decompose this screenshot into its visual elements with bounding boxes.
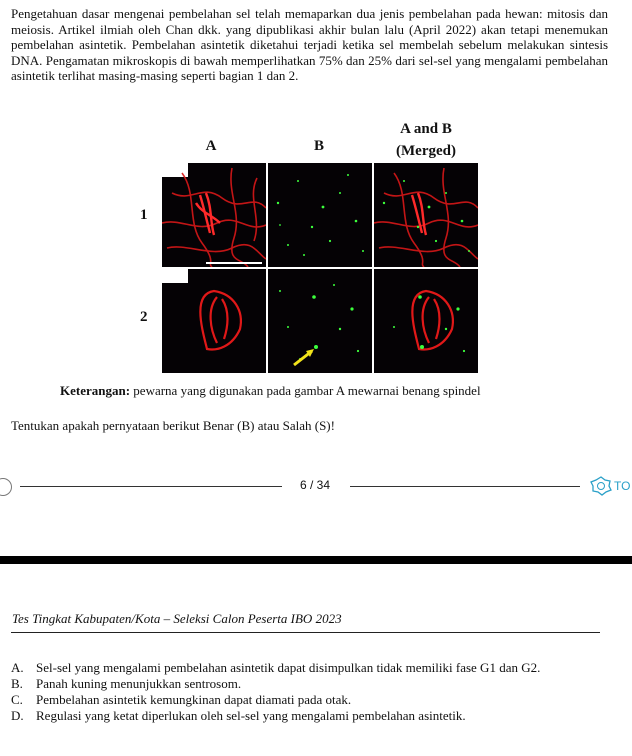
row-label-1: 1: [140, 207, 148, 223]
micrograph-1-merged: [374, 163, 478, 267]
scale-bar: [206, 262, 262, 264]
option-letter: B.: [11, 676, 23, 691]
micrograph-2a-spindle: [162, 269, 266, 373]
column-label-merged-line2: (Merged): [396, 143, 456, 159]
option-letter: C.: [11, 692, 23, 707]
option-letter: D.: [11, 708, 24, 723]
footer-divider-right: [350, 486, 580, 487]
row-label-2: 2: [140, 309, 148, 325]
option-item: [11, 692, 611, 708]
option-item: [11, 660, 611, 676]
figure-caption: [60, 383, 481, 399]
option-item: [11, 708, 611, 724]
question-instruction: Tentukan apakah pernyataan berikut Benar (B) atau Salah (S)!: [11, 418, 335, 433]
answer-options: [11, 660, 611, 724]
column-label-merged-line1: A and B: [400, 121, 452, 137]
micrograph-1b-dots: [268, 163, 372, 267]
option-text: Panah kuning menunjukkan sentrosom.: [36, 676, 242, 691]
intro-paragraph: Pengetahuan dasar mengenai pembelahan sel telah memaparkan dua jenis pembelahan pada hewan: mitosis dan meiosis. Artikel ilmiah oleh Chan dkk. yang dipublikasi akhir bulan lalu (April 2022) akan tetapi menemukan pembelahan asintetik. Pembelahan asintetik diketahui terjadi ketika sel membelah sebelum melakukan sintesis DNA. Pengamatan mikroskopis di bawah memperlihatkan 75% dan 25% dari sel-sel yang mengalami pembelahan asintetik terlihat masing-masing seperti bagian 1 dan 2.: [11, 6, 608, 83]
caption-label: Keterangan:: [60, 383, 131, 398]
logo-icon: [0, 478, 12, 496]
option-text: Sel-sel yang mengalami pembelahan asintetik dapat disimpulkan tidak memiliki fase G1 dan G2.: [36, 660, 541, 675]
micrograph-1a-spindle: [162, 163, 266, 267]
scale-label-box: [162, 269, 188, 283]
column-label-b: B: [313, 138, 324, 154]
option-text: Regulasi yang ketat diperlukan oleh sel-sel yang mengalami pembelahan asintetik.: [36, 708, 466, 723]
footer-divider-left: [20, 486, 282, 487]
micrograph-2-merged: [374, 269, 478, 373]
header-divider: [11, 632, 600, 633]
column-label-a: A: [205, 138, 217, 154]
page-break-bar: [0, 556, 632, 564]
logo-text: TO: [614, 479, 631, 493]
option-text: Pembelahan asintetik kemungkinan dapat diamati pada otak.: [36, 692, 352, 707]
option-letter: A.: [11, 660, 24, 675]
olympiad-logo-icon: [590, 476, 612, 496]
caption-text: pewarna yang digunakan pada gambar A mewarnai benang spindel: [130, 383, 481, 398]
page-header-title: Tes Tingkat Kabupaten/Kota – Seleksi Calon Peserta IBO 2023: [12, 611, 342, 626]
page-number: 6 / 34: [299, 478, 331, 492]
micrograph-2b-dots: [268, 269, 372, 373]
option-item: [11, 676, 611, 692]
